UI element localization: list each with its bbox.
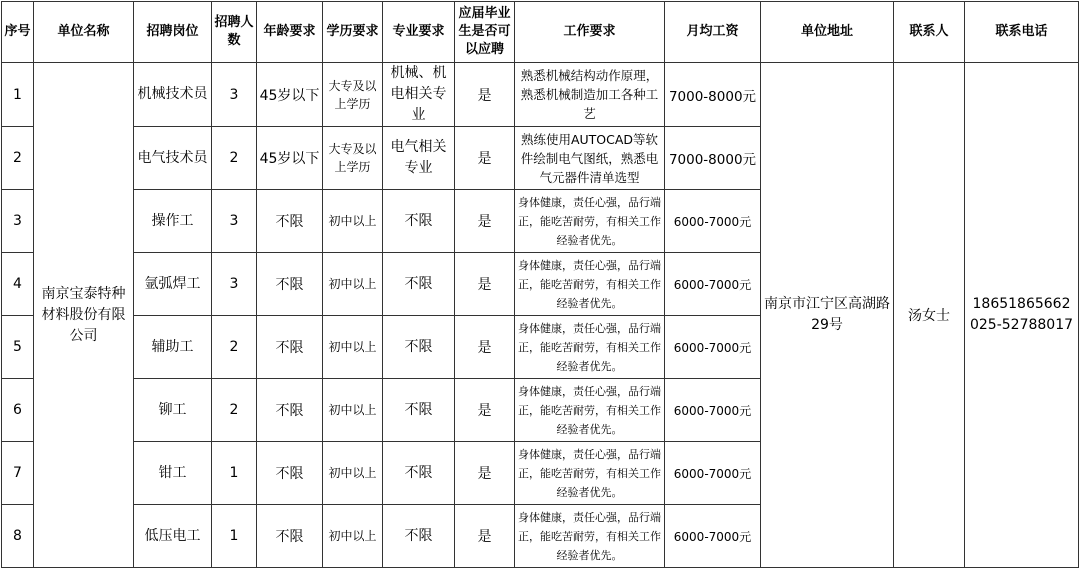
- row-position: 钳工: [134, 442, 212, 505]
- row-index: 1: [2, 63, 34, 127]
- row-salary: 7000-8000元: [665, 127, 761, 190]
- row-position: 铆工: [134, 379, 212, 442]
- row-education: 初中以上: [323, 316, 383, 379]
- row-graduate: 是: [455, 316, 515, 379]
- row-index: 8: [2, 505, 34, 568]
- row-salary: 6000-7000元: [665, 316, 761, 379]
- row-age: 45岁以下: [257, 63, 323, 127]
- header-count: 招聘人数: [212, 2, 257, 63]
- row-index: 5: [2, 316, 34, 379]
- row-requirements: 身体健康，责任心强，品行端正，能吃苦耐劳，有相关工作经验者优先。: [515, 316, 665, 379]
- company-contact: 汤女士: [894, 63, 965, 568]
- row-graduate: 是: [455, 379, 515, 442]
- header-row: [2, 2, 1079, 63]
- row-graduate: 是: [455, 63, 515, 127]
- header-index: 序号: [2, 2, 34, 63]
- row-position: 低压电工: [134, 505, 212, 568]
- row-major: 不限: [383, 442, 455, 505]
- row-count: 3: [212, 63, 257, 127]
- header-position: 招聘岗位: [134, 2, 212, 63]
- header-contact: 联系人: [894, 2, 965, 63]
- table-row: [2, 63, 1079, 127]
- row-education: 初中以上: [323, 379, 383, 442]
- header-age: 年龄要求: [257, 2, 323, 63]
- row-salary: 7000-8000元: [665, 63, 761, 127]
- company-address: 南京市江宁区高湖路29号: [761, 63, 894, 568]
- row-position: 机械技术员: [134, 63, 212, 127]
- header-requirements: 工作要求: [515, 2, 665, 63]
- row-count: 3: [212, 253, 257, 316]
- row-age: 不限: [257, 505, 323, 568]
- row-count: 2: [212, 127, 257, 190]
- row-age: 不限: [257, 190, 323, 253]
- row-salary: 6000-7000元: [665, 442, 761, 505]
- row-age: 不限: [257, 379, 323, 442]
- header-phone: 联系电话: [965, 2, 1079, 63]
- row-age: 不限: [257, 316, 323, 379]
- row-education: 大专及以上学历: [323, 63, 383, 127]
- row-requirements: 熟练使用AUTOCAD等软件绘制电气图纸，熟悉电气元器件清单选型: [515, 127, 665, 190]
- row-graduate: 是: [455, 442, 515, 505]
- header-graduate: 应届毕业生是否可以应聘: [455, 2, 515, 63]
- row-major: 电气相关专业: [383, 127, 455, 190]
- header-education: 学历要求: [323, 2, 383, 63]
- row-index: 7: [2, 442, 34, 505]
- row-requirements: 身体健康，责任心强，品行端正，能吃苦耐劳，有相关工作经验者优先。: [515, 442, 665, 505]
- row-index: 4: [2, 253, 34, 316]
- row-education: 大专及以上学历: [323, 127, 383, 190]
- row-education: 初中以上: [323, 253, 383, 316]
- header-salary: 月均工资: [665, 2, 761, 63]
- phone-mobile: 18651865662: [972, 296, 1071, 312]
- row-major: 不限: [383, 379, 455, 442]
- row-position: 电气技术员: [134, 127, 212, 190]
- row-position: 氩弧焊工: [134, 253, 212, 316]
- row-education: 初中以上: [323, 442, 383, 505]
- row-age: 不限: [257, 442, 323, 505]
- row-count: 1: [212, 442, 257, 505]
- row-major: 不限: [383, 253, 455, 316]
- row-salary: 6000-7000元: [665, 253, 761, 316]
- row-major: 不限: [383, 190, 455, 253]
- row-requirements: 熟悉机械结构动作原理，熟悉机械制造加工各种工艺: [515, 63, 665, 127]
- row-graduate: 是: [455, 127, 515, 190]
- row-requirements: 身体健康，责任心强，品行端正，能吃苦耐劳，有相关工作经验者优先。: [515, 190, 665, 253]
- row-index: 3: [2, 190, 34, 253]
- row-salary: 6000-7000元: [665, 379, 761, 442]
- row-major: 不限: [383, 316, 455, 379]
- row-index: 6: [2, 379, 34, 442]
- row-education: 初中以上: [323, 190, 383, 253]
- header-major: 专业要求: [383, 2, 455, 63]
- row-major: 不限: [383, 505, 455, 568]
- phone-landline: 025-52788017: [969, 317, 1074, 333]
- row-count: 1: [212, 505, 257, 568]
- row-requirements: 身体健康，责任心强，品行端正，能吃苦耐劳，有相关工作经验者优先。: [515, 253, 665, 316]
- row-requirements: 身体健康，责任心强，品行端正，能吃苦耐劳，有相关工作经验者优先。: [515, 505, 665, 568]
- row-graduate: 是: [455, 190, 515, 253]
- row-salary: 6000-7000元: [665, 190, 761, 253]
- header-address: 单位地址: [761, 2, 894, 63]
- row-graduate: 是: [455, 505, 515, 568]
- row-graduate: 是: [455, 253, 515, 316]
- recruitment-table: [1, 1, 1079, 568]
- row-requirements: 身体健康，责任心强，品行端正，能吃苦耐劳，有相关工作经验者优先。: [515, 379, 665, 442]
- company-name: 南京宝泰特种材料股份有限公司: [34, 63, 134, 568]
- row-age: 45岁以下: [257, 127, 323, 190]
- row-salary: 6000-7000元: [665, 505, 761, 568]
- row-position: 辅助工: [134, 316, 212, 379]
- row-position: 操作工: [134, 190, 212, 253]
- row-age: 不限: [257, 253, 323, 316]
- row-count: 3: [212, 190, 257, 253]
- row-education: 初中以上: [323, 505, 383, 568]
- row-major: 机械、机电相关专业: [383, 63, 455, 127]
- company-phone: [965, 63, 1079, 568]
- header-company: 单位名称: [34, 2, 134, 63]
- row-count: 2: [212, 379, 257, 442]
- row-count: 2: [212, 316, 257, 379]
- row-index: 2: [2, 127, 34, 190]
